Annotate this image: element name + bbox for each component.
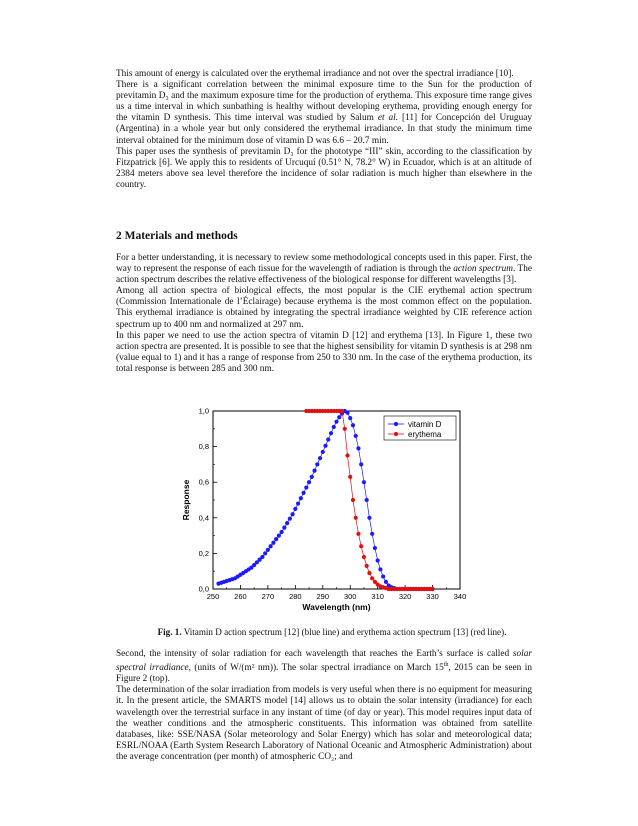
methods-text [116, 253, 532, 375]
data-point [277, 534, 281, 538]
data-point [351, 423, 355, 427]
data-point [356, 532, 360, 536]
y-tick-label: 0,4 [198, 513, 209, 523]
data-point [365, 564, 369, 568]
data-point [373, 546, 377, 550]
data-point [362, 480, 366, 484]
figure-caption [132, 627, 532, 637]
data-point [329, 431, 333, 435]
intro-paragraph-1: This amount of energy is calculated over the erythemal irradiance and not over the spectral irradiance [10]. [116, 69, 514, 79]
figure-1-chart [177, 404, 467, 619]
data-point [348, 416, 352, 420]
data-point [378, 567, 382, 571]
data-point [367, 516, 371, 520]
data-point [362, 555, 366, 559]
data-point [430, 587, 434, 591]
data-point [343, 427, 347, 431]
y-axis-label: Response [181, 479, 191, 521]
legend-swatch-marker [394, 432, 398, 436]
data-point [345, 453, 349, 457]
legend-label: vitamin D [408, 420, 442, 429]
data-point [290, 512, 294, 516]
data-point [274, 537, 278, 541]
data-point [356, 446, 360, 450]
methods-paragraph-1: For a better understanding, it is necessary to review some methodological concepts used in this paper. First, the way to represent the response of each tissue for the wavelength of radiation is through the action spectrum. The action spectrum describes the relative effectiveness of the biological response for different wavelengths [3]. [116, 253, 532, 286]
data-point [304, 485, 308, 489]
caption-label: Fig. 1. [157, 627, 182, 637]
data-point [271, 541, 275, 545]
data-point [359, 462, 363, 466]
data-point [354, 516, 358, 520]
legend-label: erythema [408, 430, 442, 439]
x-tick-label: 250 [206, 592, 220, 601]
data-point [367, 571, 371, 575]
data-point [296, 501, 300, 505]
y-tick-label: 0,2 [198, 548, 209, 558]
intro-text [116, 69, 532, 191]
after-paragraph-1: Second, the intensity of solar radiation for each wavelength that reaches the Earth’s surface is called solar spectral irradiance, (units of W/(m² nm)). The solar spectral irradiance on March 15th, 2015 can be seen in Figure 2 (top). [116, 649, 533, 685]
data-point [310, 475, 314, 479]
data-point [288, 517, 292, 521]
data-point [307, 480, 311, 484]
data-point [269, 544, 273, 548]
intro-paragraph-2: There is a significant correlation between the minimal exposure time to the Sun for the production of previtamin D₃ and the maximum exposure time for the production of erythema. This exposure time range gives us a time interval in which sunbathing is healthy without developing erythema, providing enough energy for the vitamin D synthesis. This time interval was studied by Salum et al. [11] for Concepción del Uruguay (Argentina) in a whole year but only considered the erythemal irradiance. In that study the minimum time interval obtained for the minimum dose of vitamin D was 6.6 – 20.7 min. [116, 80, 533, 146]
data-point [323, 444, 327, 448]
x-tick-label: 290 [316, 592, 330, 601]
data-point [263, 551, 267, 555]
data-point [280, 530, 284, 534]
legend-swatch-marker [394, 422, 398, 426]
caption-text: Vitamin D action spectrum [12] (blue line) and erythema action spectrum [13] (red line). [181, 627, 507, 637]
after-text [116, 649, 532, 763]
x-tick-label: 310 [371, 592, 384, 601]
data-point [351, 498, 355, 502]
x-tick-label: 300 [343, 592, 357, 601]
data-point [332, 425, 336, 429]
y-tick-label: 0,8 [198, 442, 209, 452]
x-tick-label: 320 [398, 592, 412, 601]
data-point [370, 532, 374, 536]
y-tick-label: 1,0 [198, 406, 209, 416]
methods-paragraph-2: Among all action spectra of biological effects, the most popular is the CIE erythemal action spectrum (Commission Internationale de l’Éclairage) because erythema is the most common effect on the population. This erythemal irradiance is obtained by integrating the spectral irradiance weighted by CIE reference action spectrum up to 400 nm and normalized at 297 nm. [116, 286, 532, 330]
x-tick-label: 260 [234, 592, 247, 601]
data-point [299, 496, 303, 500]
data-point [312, 469, 316, 473]
x-tick-label: 280 [289, 592, 302, 601]
data-point [301, 491, 305, 495]
section-heading: 2 Materials and methods [116, 230, 238, 242]
methods-paragraph-3: In this paper we need to use the action spectra of vitamin D [12] and erythema [13]. In Figure 1, these two action spectra are presented. It is possible to see that the highest sensibility for vitamin D synthesis is at 298 nm (value equal to 1) and it has a range of response from 250 to 330 nm. In the case of the erythema production, its total response is between 285 and 300 nm. [116, 330, 532, 374]
data-point [348, 475, 352, 479]
data-point [260, 555, 264, 559]
data-point [321, 450, 325, 454]
x-tick-label: 270 [261, 592, 275, 601]
data-point [318, 456, 322, 460]
data-point [354, 434, 358, 438]
x-tick-label: 340 [453, 592, 467, 601]
data-point [282, 525, 286, 529]
data-point [365, 498, 369, 502]
data-point [340, 409, 344, 413]
x-axis-label: Wavelength (nm) [302, 602, 371, 612]
data-point [384, 580, 388, 584]
data-point [266, 548, 270, 552]
data-point [376, 558, 380, 562]
intro-paragraph-3: This paper uses the synthesis of previtamin D₃ for the phototype “III” skin, according to the classification by Fitzpatrick [6]. We apply this to residents of Urcuquí (0.51° N, 78.2° W) in Ecuador, which is at an altitude of 2384 meters above sea level therefore the incidence of solar radiation is much higher than elsewhere in the country. [116, 146, 532, 190]
y-tick-label: 0,6 [198, 477, 209, 487]
data-point [370, 576, 374, 580]
data-point [381, 574, 385, 578]
after-paragraph-2: The determination of the solar irradiation from models is very useful when there is no equipment for measuring it. In the present article, the SMARTS model [14] allows us to obtain the solar intensity (irradiance) for each wavelength over the terrestrial surface in any instant of time (of day or year). This model requires input data of the weather conditions and the atmospheric constituents. This information was obtained from satellite databases, like: SSE/NASA (Solar meteorology and Solar Energy) which has solar and meteorological data; ESRL/NOAA (Earth System Research Laboratory of National Oceanic and Atmospheric Administration) about the average concentration (per month) of atmospheric CO₂; and [116, 685, 532, 762]
data-point [326, 437, 330, 441]
data-point [285, 521, 289, 525]
data-point [334, 420, 338, 424]
data-point [345, 411, 349, 415]
x-tick-label: 330 [426, 592, 439, 601]
y-tick-label: 0,0 [198, 584, 209, 594]
data-point [315, 462, 319, 466]
data-point [337, 415, 341, 419]
data-point [359, 544, 363, 548]
data-point [293, 507, 297, 511]
